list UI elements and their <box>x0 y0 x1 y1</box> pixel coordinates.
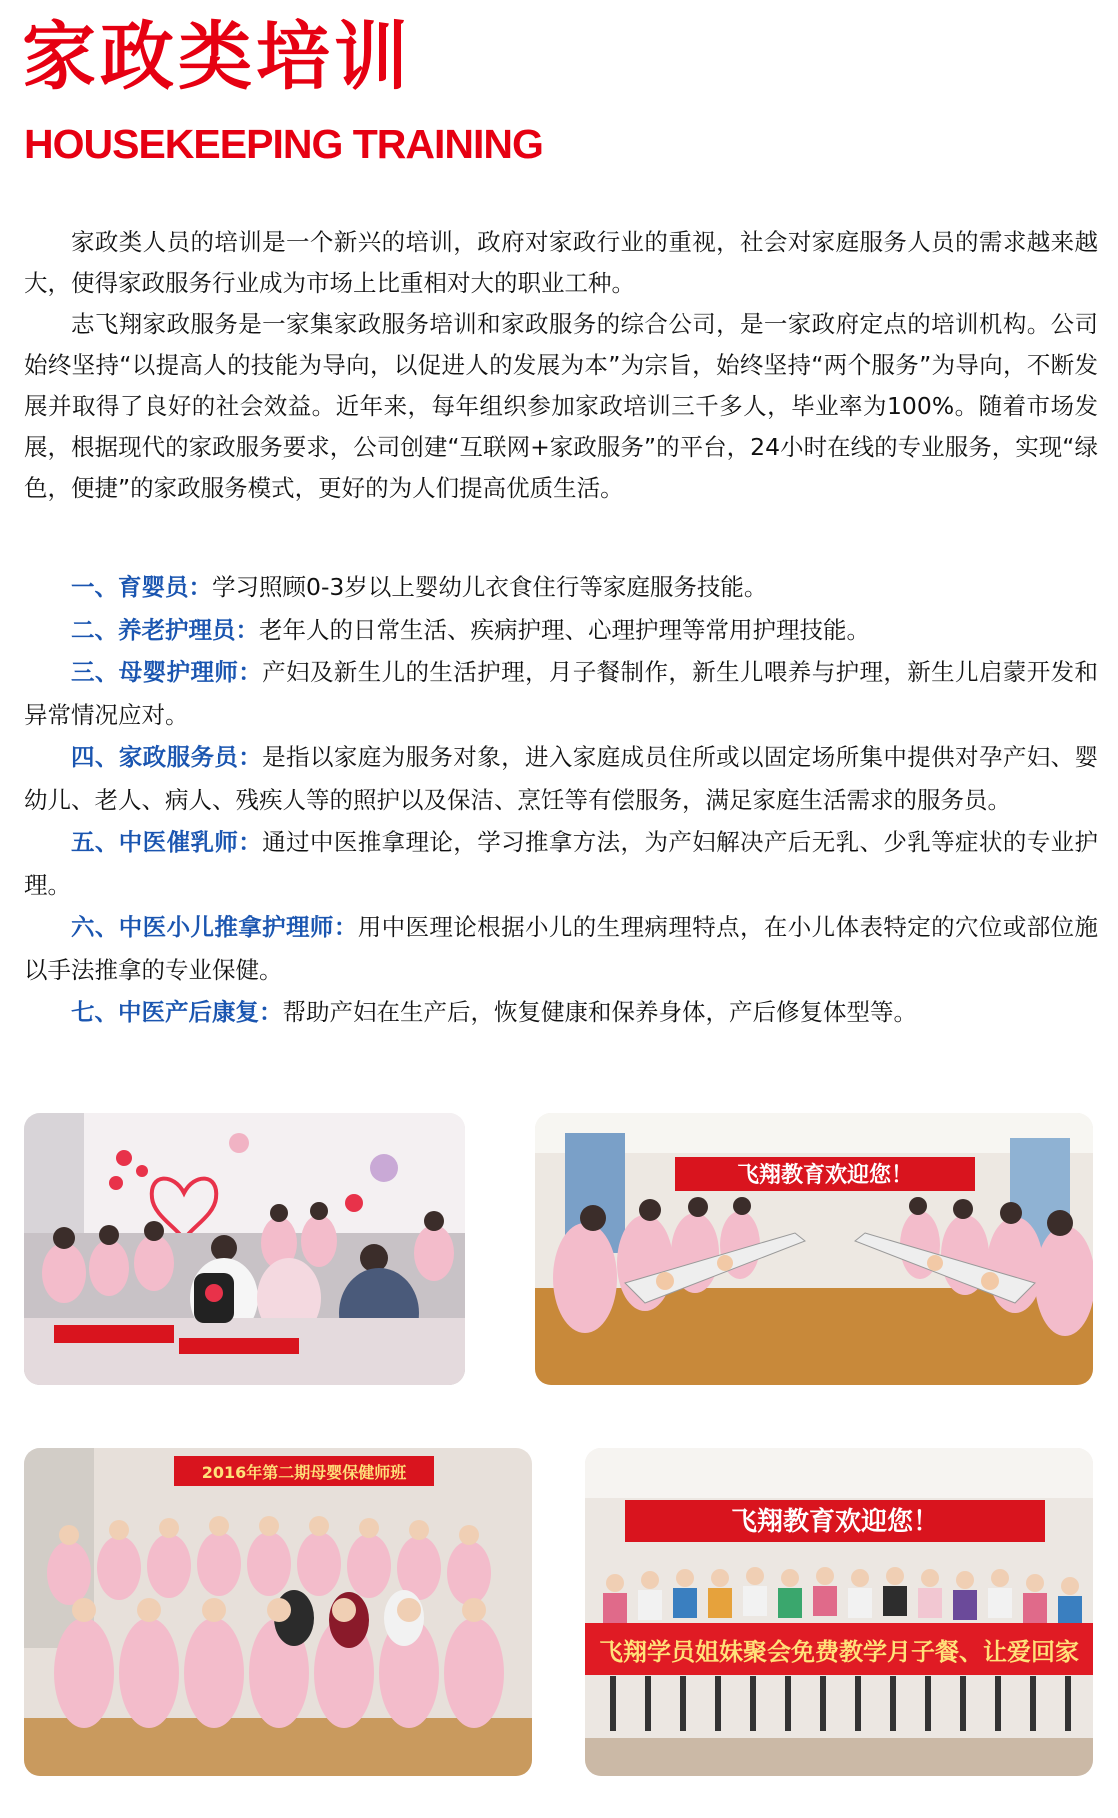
course-description: 老年人的日常生活、疾病护理、心理护理等常用护理技能。 <box>259 615 870 644</box>
photo-infant-care-practice <box>535 1113 1093 1385</box>
photo-alumni-gathering <box>585 1448 1093 1776</box>
course-item <box>24 991 1098 1034</box>
course-label: 三、母婴护理师： <box>71 658 263 686</box>
page-subtitle: HOUSEKEEPING TRAINING <box>24 121 543 167</box>
intro-paragraph-1: 家政类人员的培训是一个新兴的培训，政府对家政行业的重视，社会对家庭服务人员的需求越来越大，使得家政服务行业成为市场上比重相对大的职业工种。 <box>24 228 1098 297</box>
course-label: 六、中医小儿推拿护理师： <box>71 913 358 941</box>
course-item <box>24 821 1098 906</box>
page-title: 家政类培训 <box>22 14 412 100</box>
course-item <box>24 651 1098 736</box>
course-description: 通过中医推拿理论，学习推拿方法，为产妇解决产后无乳、少乳等症状的专业护理。 <box>24 828 1099 899</box>
banner-text: 2016年第二期母婴保健师班 <box>201 1463 407 1482</box>
course-label: 七、中医产后康复： <box>71 998 283 1026</box>
intro-section <box>24 222 1098 509</box>
course-label: 四、家政服务员： <box>71 743 263 771</box>
course-label: 一、育婴员： <box>71 573 212 601</box>
intro-paragraph-2: 志飞翔家政服务是一家集家政服务培训和家政服务的综合公司，是一家政府定点的培训机构。公司始终坚持“以提高人的技能为导向，以促进人的发展为本”为宗旨，始终坚持“两个服务”为导向，不断发展并取得了良好的社会效益。近年来，每年组织参加家政培训三千多人，毕业率为100%。随着市场发展，根据现代的家政服务要求，公司创建“互联网+家政服务”的平台，24小时在线的专业服务，实现“绿色，便捷”的家政服务模式，更好的为人们提高优质生活。 <box>24 310 1098 502</box>
banner-text: 飞翔学员姐妹聚会免费教学月子餐、让爱回家 <box>599 1638 1079 1666</box>
course-item <box>24 906 1098 991</box>
course-item <box>24 566 1098 609</box>
course-description: 用中医理论根据小儿的生理病理特点，在小儿体表特定的穴位或部位施以手法推拿的专业保健。 <box>24 913 1099 984</box>
photo-class-group <box>24 1448 532 1776</box>
course-item <box>24 609 1098 652</box>
course-description: 学习照顾0-3岁以上婴幼儿衣食住行等家庭服务技能。 <box>212 573 768 601</box>
course-label: 五、中医催乳师： <box>71 828 263 856</box>
banner-text: 飞翔教育欢迎您！ <box>730 1507 940 1537</box>
course-label: 二、养老护理员： <box>71 615 259 644</box>
course-list <box>24 566 1098 1034</box>
course-description: 产妇及新生儿的生活护理，月子餐制作，新生儿喂养与护理，新生儿启蒙开发和异常情况应对。 <box>24 658 1099 729</box>
photo-classroom-lecture <box>24 1113 465 1385</box>
course-description: 是指以家庭为服务对象，进入家庭成员住所或以固定场所集中提供对孕产妇、婴幼儿、老人、病人、残疾人等的照护以及保洁、烹饪等有偿服务，满足家庭生活需求的服务员。 <box>24 743 1099 814</box>
banner-text: 飞翔教育欢迎您！ <box>736 1163 914 1188</box>
course-description: 帮助产妇在生产后，恢复健康和保养身体，产后修复体型等。 <box>282 998 917 1026</box>
course-item <box>24 736 1098 821</box>
